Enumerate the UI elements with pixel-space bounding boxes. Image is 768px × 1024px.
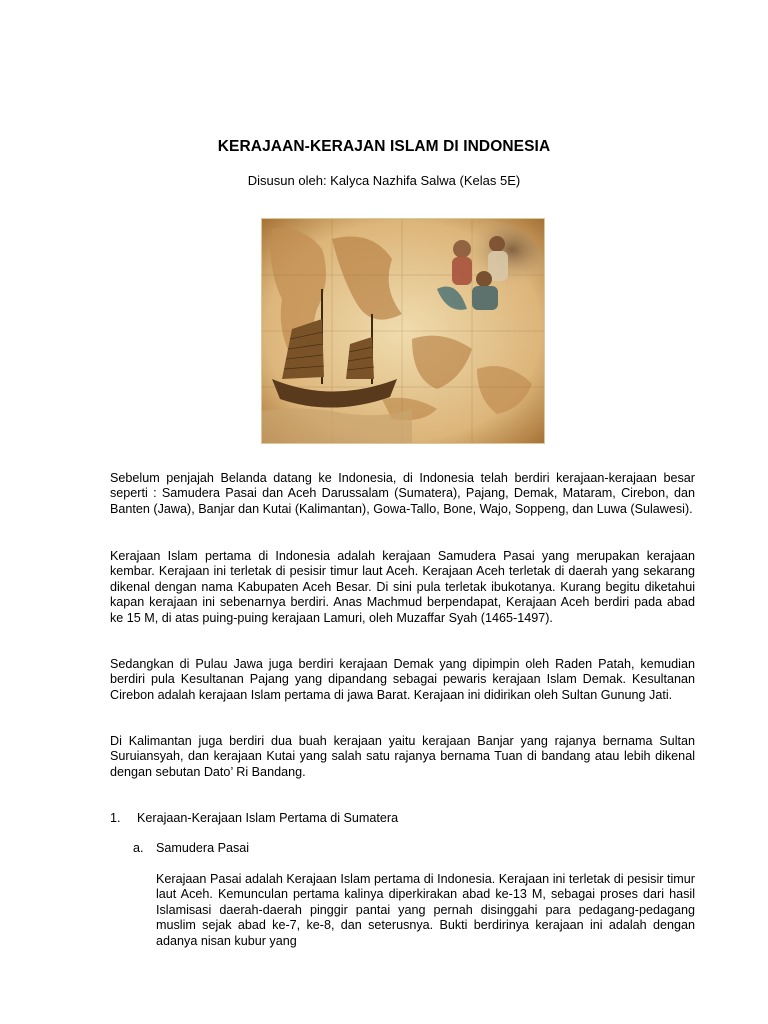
illustration-map-ship <box>261 218 545 444</box>
sublist-label: Samudera Pasai <box>156 841 250 855</box>
list-item-sumatera <box>110 811 398 825</box>
paragraph-intro: Sebelum penjajah Belanda datang ke Indonesia, di Indonesia telah berdiri kerajaan-kerajaan besar seperti : Samudera Pasai dan Aceh Darussalam (Sumatera), Pajang, Demak, Mataram, Cirebon, dan Banten (Jawa), Banjar dan Kutai (Kalimantan), Gowa-Tallo, Bone, Wajo, Soppeng, dan Luwa (Sulawesi). <box>110 471 695 516</box>
document-author: Disusun oleh: Kalyca Nazhifa Salwa (Kelas 5E) <box>247 173 521 188</box>
paragraph-kalimantan: Di Kalimantan juga berdiri dua buah kerajaan yaitu kerajaan Banjar yang rajanya bernama Sultan Suruiansyah, dan kerajaan Kutai yang salah satu rajanya bernama Tuan di bandang atau lebih dikenal dengan sebutan Dato’ Ri Bandang. <box>110 734 695 779</box>
sublist-letter: a. <box>133 841 144 855</box>
paragraph-samudera-pasai: Kerajaan Islam pertama di Indonesia adalah kerajaan Samudera Pasai yang merupakan kerajaan kembar. Kerajaan ini terletak di pesisir timur laut Aceh. Kerajaan Aceh terletak di daerah yang sekarang dikenal dengan nama Kabupaten Aceh Besar. Di sini pula terletak ibukotanya. Kurang begitu diketahui kapan kerajaan ini sebenarnya berdiri. Anas Machmud berpendapat, Kerajaan Aceh berdiri pada abad ke 15 M, di atas puing-puing kerajaan Lamuri, oleh Muzaffar Syah (1465-1497). <box>110 549 695 625</box>
list-number: 1. <box>110 811 121 825</box>
list-label: Kerajaan-Kerajaan Islam Pertama di Sumatera <box>137 811 399 825</box>
document-title: KERAJAAN-KERAJAN ISLAM DI INDONESIA <box>217 138 551 155</box>
paragraph-jawa: Sedangkan di Pulau Jawa juga berdiri kerajaan Demak yang dipimpin oleh Raden Patah, kemudian berdiri pula Kesultanan Pajang yang dipandang sebagai pewaris kerajaan Islam Demak. Kesultanan Cirebon adalah kerajaan Islam pertama di jawa Barat. Kerajaan ini didirikan oleh Sultan Gunung Jati. <box>110 657 695 702</box>
paragraph-pasai-detail: Kerajaan Pasai adalah Kerajaan Islam pertama di Indonesia. Kerajaan ini terletak di pesisir timur laut Aceh. Kemunculan pertama kalinya diperkirakan abad ke-13 M, sebagai proses dari hasil Islamisasi daerah-daerah pinggir pantai yang pernah disinggahi para pedagang-pedagang muslim sejak abad ke-7, ke-8, dan seterusnya. Bukti berdirinya kerajaan ini adalah dengan adanya nisan kubur yang <box>156 872 695 948</box>
sublist-item-samudera-pasai <box>133 841 249 855</box>
